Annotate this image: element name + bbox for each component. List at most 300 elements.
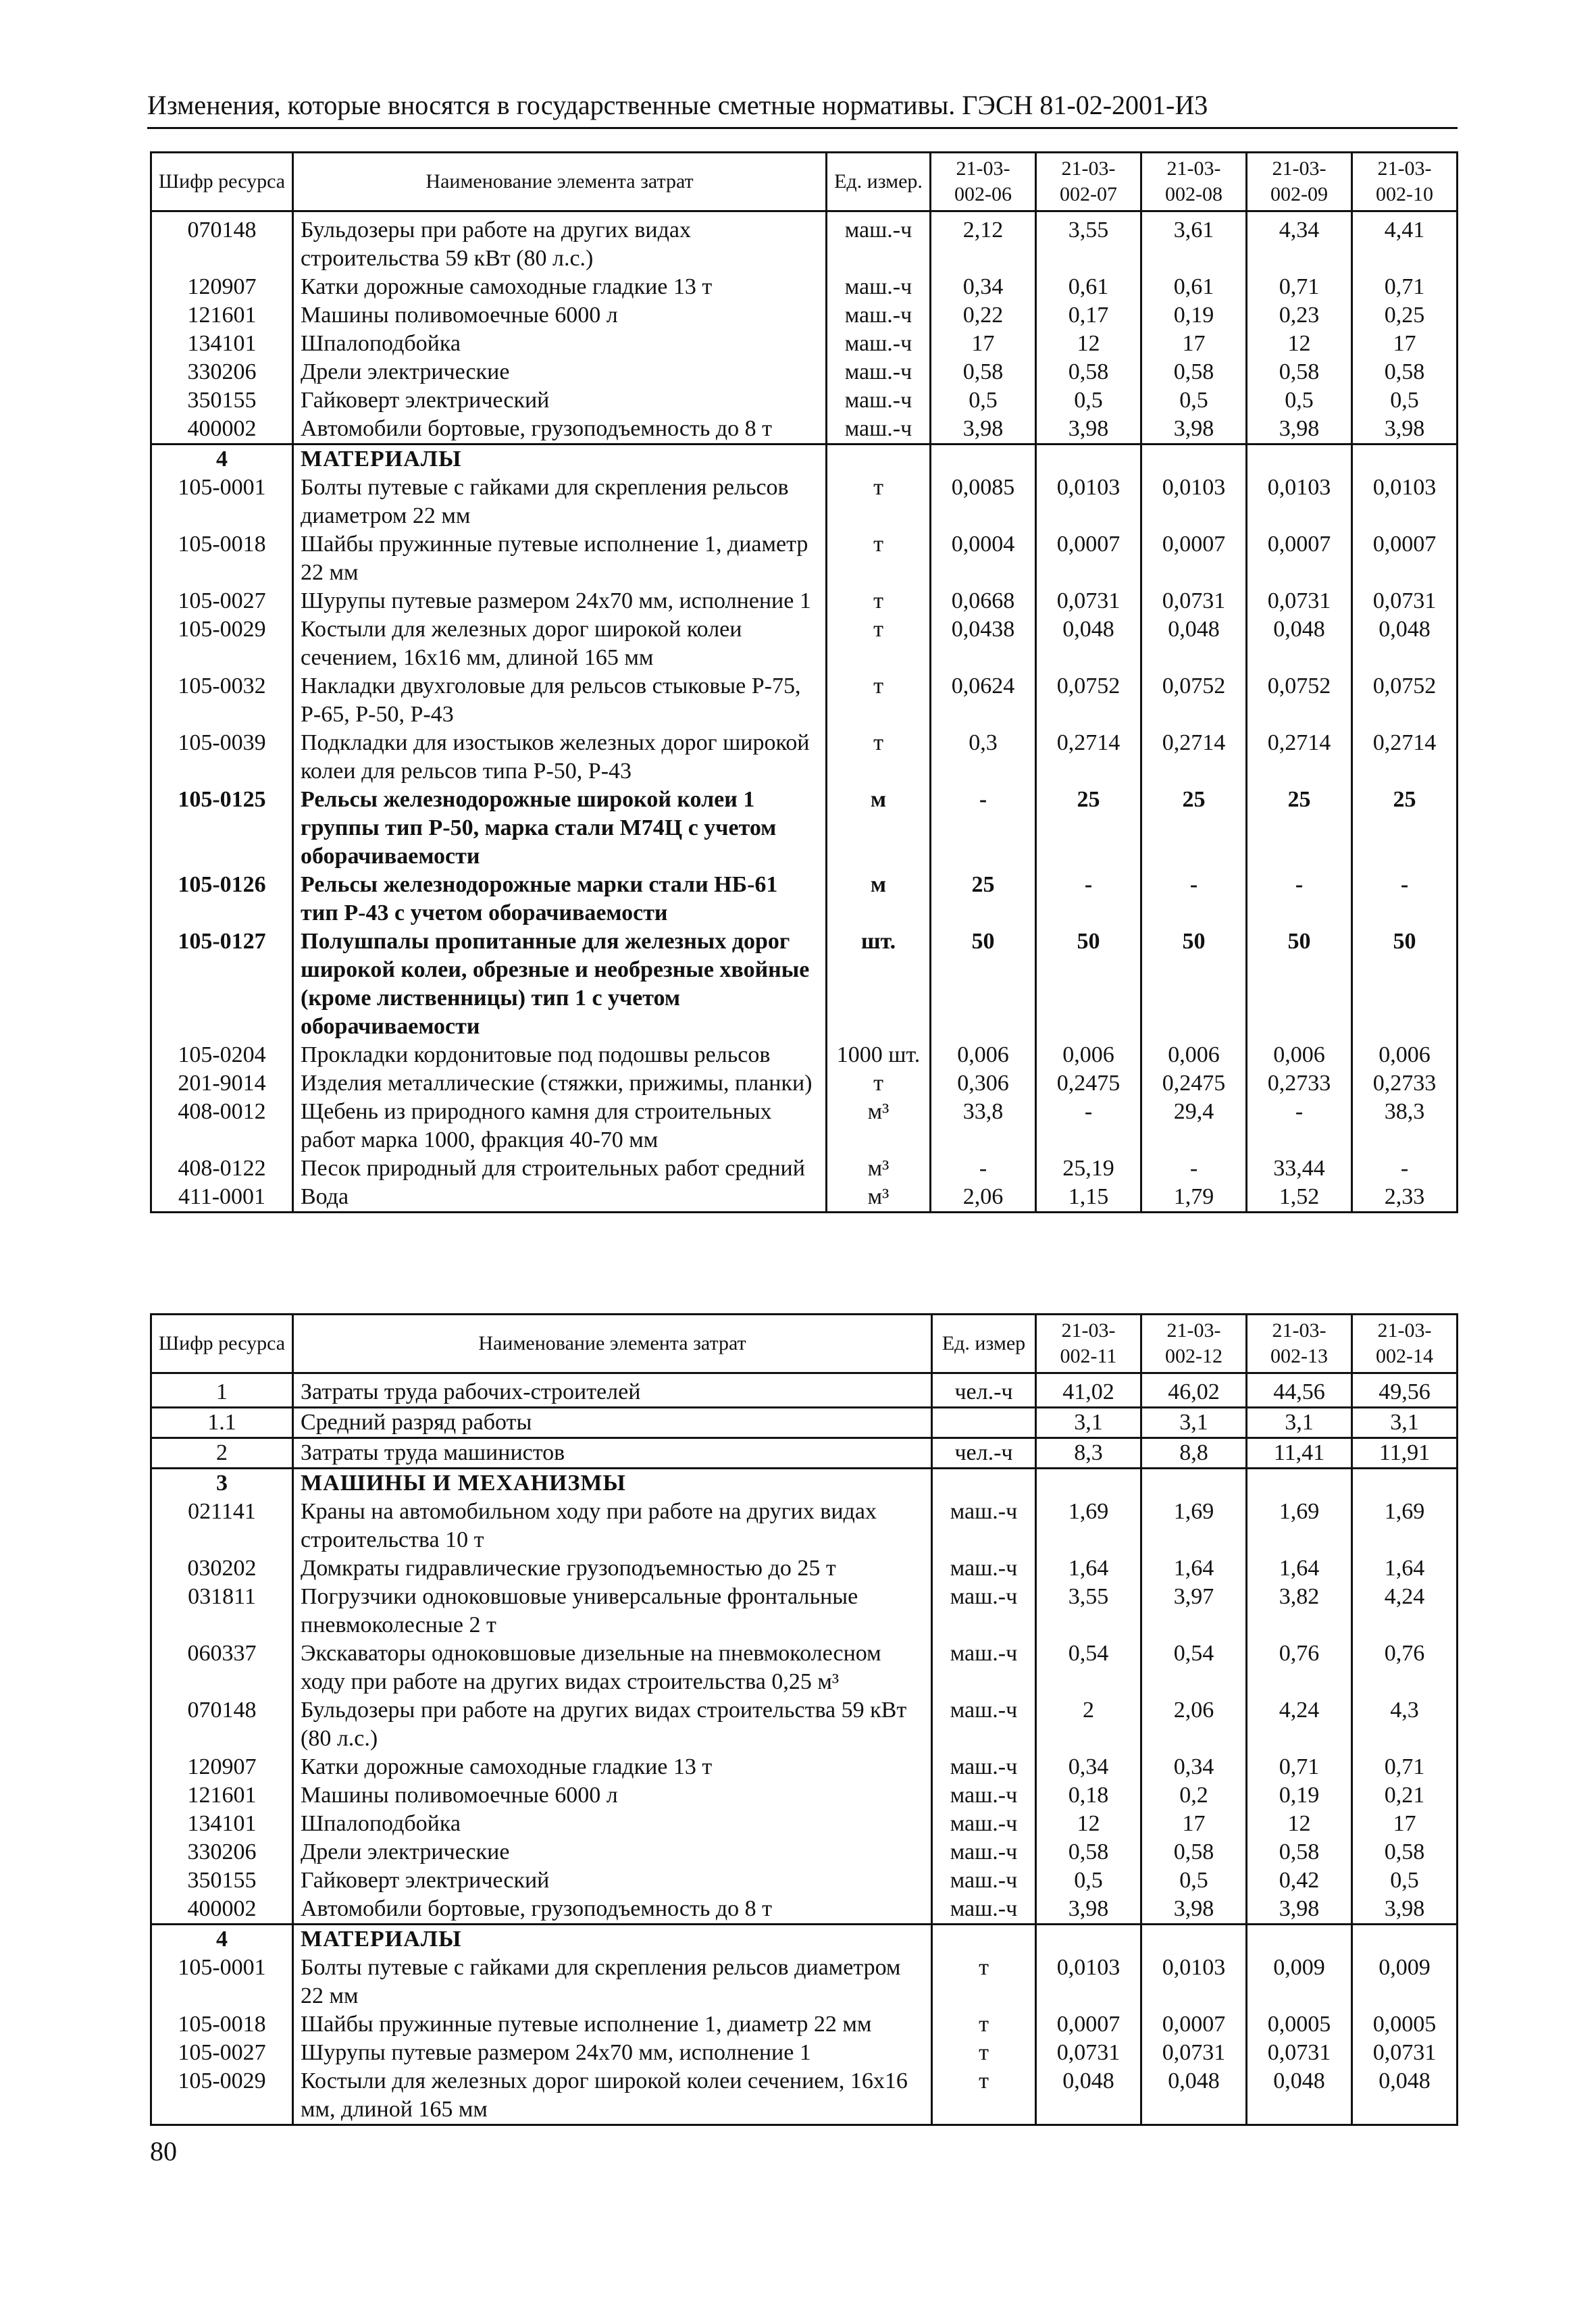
- value-cell: [1352, 1469, 1458, 1498]
- table-header-row: [151, 1315, 1458, 1373]
- unit-cell: [932, 1925, 1036, 1954]
- value-cell: 8,8: [1141, 1438, 1247, 1469]
- resource-code: 2: [151, 1438, 293, 1469]
- value-cell: -: [1141, 1154, 1247, 1183]
- resource-code: 070148: [151, 211, 293, 274]
- column-header: 21-03- 002-13: [1247, 1315, 1352, 1373]
- table-row: [151, 2039, 1458, 2067]
- value-cell: 0,18: [1036, 1781, 1141, 1810]
- value-cell: 0,0005: [1352, 2010, 1458, 2039]
- value-cell: 3,82: [1247, 1583, 1352, 1640]
- value-cell: [1352, 1925, 1458, 1954]
- resource-name: Краны на автомобильном ходу при работе на других видах строительства 10 т: [293, 1498, 932, 1554]
- resource-name: Бульдозеры при работе на других видах строительства 59 кВт (80 л.с.): [293, 1696, 932, 1753]
- table-row: [151, 1838, 1458, 1866]
- value-cell: 2,33: [1352, 1183, 1458, 1213]
- table-row: [151, 358, 1458, 386]
- table-row: [151, 871, 1458, 927]
- resource-name: Погрузчики одноковшовые универсальные фронтальные пневмоколесные 2 т: [293, 1583, 932, 1640]
- value-cell: 4,24: [1247, 1696, 1352, 1753]
- value-cell: 0,048: [1036, 615, 1141, 672]
- value-cell: 12: [1036, 330, 1141, 358]
- value-cell: 0,0438: [931, 615, 1036, 672]
- resource-name: Затраты труда рабочих-строителей: [293, 1373, 932, 1408]
- value-cell: 0,0731: [1141, 2039, 1247, 2067]
- column-header: 21-03- 002-10: [1352, 153, 1458, 211]
- value-cell: 12: [1247, 1810, 1352, 1838]
- column-header: Шифр ресурса: [151, 1315, 293, 1373]
- resource-name: Прокладки кордонитовые под подошвы рельсов: [293, 1041, 827, 1069]
- value-cell: 0,5: [1036, 386, 1141, 415]
- table-row: [151, 927, 1458, 1041]
- value-cell: 0,19: [1141, 301, 1247, 330]
- resource-name: МАТЕРИАЛЫ: [293, 1925, 932, 1954]
- value-cell: 2,12: [931, 211, 1036, 274]
- value-cell: 3,98: [1036, 1895, 1141, 1925]
- unit-cell: чел.-ч: [932, 1373, 1036, 1408]
- value-cell: 3,98: [1352, 1895, 1458, 1925]
- table-row: [151, 273, 1458, 301]
- value-cell: 3,98: [1247, 1895, 1352, 1925]
- resource-code: 105-0039: [151, 729, 293, 786]
- unit-cell: маш.-ч: [827, 386, 931, 415]
- resource-code: 408-0012: [151, 1098, 293, 1154]
- value-cell: 0,0007: [1141, 530, 1247, 587]
- value-cell: [1352, 444, 1458, 474]
- unit-cell: маш.-ч: [827, 273, 931, 301]
- value-cell: 0,0731: [1352, 587, 1458, 615]
- unit-cell: м³: [827, 1183, 931, 1213]
- resource-code: 105-0027: [151, 587, 293, 615]
- unit-cell: шт.: [827, 927, 931, 1041]
- resource-name: Болты путевые с гайками для скрепления рельсов диаметром 22 мм: [293, 474, 827, 530]
- unit-cell: маш.-ч: [932, 1810, 1036, 1838]
- resource-code: 120907: [151, 1753, 293, 1781]
- table-row: [151, 1895, 1458, 1925]
- value-cell: 0,0103: [1036, 1954, 1141, 2010]
- value-cell: 1,64: [1036, 1554, 1141, 1583]
- unit-cell: маш.-ч: [932, 1866, 1036, 1895]
- value-cell: 0,34: [1141, 1753, 1247, 1781]
- table-row: [151, 1696, 1458, 1753]
- value-cell: 3,97: [1141, 1583, 1247, 1640]
- value-cell: 3,1: [1352, 1408, 1458, 1438]
- resource-code: 105-0001: [151, 1954, 293, 2010]
- value-cell: [1036, 1469, 1141, 1498]
- column-header: Шифр ресурса: [151, 153, 293, 211]
- value-cell: 0,2: [1141, 1781, 1247, 1810]
- column-header: 21-03- 002-12: [1141, 1315, 1247, 1373]
- value-cell: 17: [1352, 330, 1458, 358]
- resource-code: 105-0029: [151, 615, 293, 672]
- value-cell: -: [1352, 871, 1458, 927]
- resource-name: Подкладки для изостыков железных дорог широкой колеи для рельсов типа Р-50, Р-43: [293, 729, 827, 786]
- unit-cell: маш.-ч: [827, 301, 931, 330]
- column-header: 21-03- 002-09: [1247, 153, 1352, 211]
- value-cell: 4,24: [1352, 1583, 1458, 1640]
- value-cell: 0,0731: [1247, 2039, 1352, 2067]
- column-header: 21-03- 002-14: [1352, 1315, 1458, 1373]
- table-row: [151, 1554, 1458, 1583]
- unit-cell: т: [827, 587, 931, 615]
- value-cell: -: [1247, 871, 1352, 927]
- value-cell: 2: [1036, 1696, 1141, 1753]
- unit-cell: [932, 1408, 1036, 1438]
- table-row: [151, 672, 1458, 729]
- value-cell: 0,76: [1247, 1640, 1352, 1696]
- value-cell: 0,5: [1141, 386, 1247, 415]
- table-header-row: [151, 153, 1458, 211]
- value-cell: 0,0103: [1352, 474, 1458, 530]
- resource-code: 4: [151, 1925, 293, 1954]
- value-cell: 0,0103: [1247, 474, 1352, 530]
- value-cell: 0,0731: [1247, 587, 1352, 615]
- unit-cell: маш.-ч: [932, 1781, 1036, 1810]
- unit-cell: т: [827, 672, 931, 729]
- table-row: [151, 474, 1458, 530]
- value-cell: [1247, 1469, 1352, 1498]
- value-cell: 0,006: [1141, 1041, 1247, 1069]
- value-cell: 0,54: [1141, 1640, 1247, 1696]
- resource-code: 105-0018: [151, 2010, 293, 2039]
- table-row: [151, 1438, 1458, 1469]
- value-cell: 0,0103: [1141, 474, 1247, 530]
- resource-name: Шпалоподбойка: [293, 1810, 932, 1838]
- unit-cell: маш.-ч: [932, 1583, 1036, 1640]
- value-cell: 0,0103: [1036, 474, 1141, 530]
- resource-code: 105-0127: [151, 927, 293, 1041]
- value-cell: 41,02: [1036, 1373, 1141, 1408]
- unit-cell: т: [827, 1069, 931, 1098]
- value-cell: 0,5: [931, 386, 1036, 415]
- resource-code: 1.1: [151, 1408, 293, 1438]
- page-number: 80: [150, 2136, 177, 2166]
- value-cell: [1141, 1469, 1247, 1498]
- value-cell: 0,006: [1036, 1041, 1141, 1069]
- resource-table-2: [150, 1313, 1458, 2126]
- value-cell: 3,98: [1352, 415, 1458, 444]
- value-cell: 0,0007: [1036, 2010, 1141, 2039]
- unit-cell: маш.-ч: [827, 358, 931, 386]
- value-cell: 0,61: [1141, 273, 1247, 301]
- value-cell: 0,006: [1247, 1041, 1352, 1069]
- resource-code: 105-0001: [151, 474, 293, 530]
- table-row: [151, 530, 1458, 587]
- resource-name: Автомобили бортовые, грузоподъемность до 8 т: [293, 415, 827, 444]
- value-cell: 0,61: [1036, 273, 1141, 301]
- resource-code: 134101: [151, 330, 293, 358]
- value-cell: 0,0668: [931, 587, 1036, 615]
- value-cell: 3,55: [1036, 211, 1141, 274]
- unit-cell: [827, 444, 931, 474]
- value-cell: 4,3: [1352, 1696, 1458, 1753]
- value-cell: 3,98: [1036, 415, 1141, 444]
- resource-code: 350155: [151, 1866, 293, 1895]
- table-row: [151, 301, 1458, 330]
- resource-name: Машины поливомоечные 6000 л: [293, 1781, 932, 1810]
- unit-cell: [932, 1469, 1036, 1498]
- value-cell: 0,2714: [1352, 729, 1458, 786]
- value-cell: 0,0007: [1036, 530, 1141, 587]
- resource-code: 105-0027: [151, 2039, 293, 2067]
- table-row: [151, 2067, 1458, 2125]
- resource-table-1: [150, 151, 1458, 1213]
- value-cell: 0,006: [1352, 1041, 1458, 1069]
- value-cell: 0,0004: [931, 530, 1036, 587]
- value-cell: 0,0752: [1036, 672, 1141, 729]
- resource-name: Катки дорожные самоходные гладкие 13 т: [293, 273, 827, 301]
- column-header: Ед. измер: [932, 1315, 1036, 1373]
- value-cell: 0,009: [1247, 1954, 1352, 2010]
- value-cell: -: [1141, 871, 1247, 927]
- resource-name: Домкраты гидравлические грузоподъемностью до 25 т: [293, 1554, 932, 1583]
- unit-cell: т: [827, 729, 931, 786]
- table-row: [151, 1498, 1458, 1554]
- value-cell: 49,56: [1352, 1373, 1458, 1408]
- value-cell: 25,19: [1036, 1154, 1141, 1183]
- table-row: [151, 587, 1458, 615]
- resource-name: Машины поливомоечные 6000 л: [293, 301, 827, 330]
- resource-name: Экскаваторы одноковшовые дизельные на пневмоколесном ходу при работе на других видах строительства 0,25 м³: [293, 1640, 932, 1696]
- table-row: [151, 1640, 1458, 1696]
- value-cell: 1,79: [1141, 1183, 1247, 1213]
- value-cell: 0,71: [1352, 1753, 1458, 1781]
- table-row: [151, 1183, 1458, 1213]
- table-row: [151, 1954, 1458, 2010]
- value-cell: 0,58: [1036, 1838, 1141, 1866]
- resource-code: 330206: [151, 1838, 293, 1866]
- value-cell: 0,58: [1247, 1838, 1352, 1866]
- table-row: [151, 415, 1458, 444]
- value-cell: 0,2714: [1141, 729, 1247, 786]
- unit-cell: маш.-ч: [932, 1640, 1036, 1696]
- table-row: [151, 330, 1458, 358]
- resource-name: Костыли для железных дорог широкой колеи сечением, 16х16 мм, длиной 165 мм: [293, 2067, 932, 2125]
- column-header: 21-03- 002-06: [931, 153, 1036, 211]
- value-cell: 25: [1247, 786, 1352, 871]
- value-cell: 25: [1352, 786, 1458, 871]
- resource-code: 408-0122: [151, 1154, 293, 1183]
- resource-code: 3: [151, 1469, 293, 1498]
- unit-cell: т: [932, 2039, 1036, 2067]
- unit-cell: м: [827, 786, 931, 871]
- column-header: 21-03- 002-11: [1036, 1315, 1141, 1373]
- value-cell: 2,06: [931, 1183, 1036, 1213]
- table-row: [151, 1408, 1458, 1438]
- value-cell: 0,048: [1141, 615, 1247, 672]
- resource-code: 350155: [151, 386, 293, 415]
- value-cell: 0,34: [931, 273, 1036, 301]
- value-cell: 0,22: [931, 301, 1036, 330]
- value-cell: 0,42: [1247, 1866, 1352, 1895]
- resource-code: 105-0126: [151, 871, 293, 927]
- unit-cell: м³: [827, 1098, 931, 1154]
- value-cell: 0,0731: [1352, 2039, 1458, 2067]
- value-cell: 0,2733: [1352, 1069, 1458, 1098]
- value-cell: 50: [1036, 927, 1141, 1041]
- value-cell: 0,2714: [1247, 729, 1352, 786]
- value-cell: 4,41: [1352, 211, 1458, 274]
- value-cell: 1,15: [1036, 1183, 1141, 1213]
- resource-code: 105-0032: [151, 672, 293, 729]
- value-cell: 0,58: [1141, 1838, 1247, 1866]
- value-cell: 0,0752: [1141, 672, 1247, 729]
- value-cell: 3,98: [1247, 415, 1352, 444]
- value-cell: 50: [1247, 927, 1352, 1041]
- resource-name: Накладки двухголовые для рельсов стыковые Р-75, Р-65, Р-50, Р-43: [293, 672, 827, 729]
- value-cell: 0,048: [1247, 2067, 1352, 2125]
- value-cell: 12: [1247, 330, 1352, 358]
- unit-cell: маш.-ч: [932, 1895, 1036, 1925]
- value-cell: 2,06: [1141, 1696, 1247, 1753]
- unit-cell: т: [827, 530, 931, 587]
- value-cell: 0,5: [1352, 1866, 1458, 1895]
- value-cell: 3,98: [1141, 1895, 1247, 1925]
- value-cell: 50: [931, 927, 1036, 1041]
- table-row: [151, 1866, 1458, 1895]
- resource-code: 105-0029: [151, 2067, 293, 2125]
- value-cell: 0,0752: [1352, 672, 1458, 729]
- resource-code: 105-0125: [151, 786, 293, 871]
- value-cell: [1141, 1925, 1247, 1954]
- value-cell: 0,3: [931, 729, 1036, 786]
- resource-code: 021141: [151, 1498, 293, 1554]
- table-row: [151, 1583, 1458, 1640]
- resource-code: 201-9014: [151, 1069, 293, 1098]
- unit-cell: маш.-ч: [827, 330, 931, 358]
- column-header: 21-03- 002-07: [1036, 153, 1141, 211]
- value-cell: -: [931, 1154, 1036, 1183]
- value-cell: 3,98: [1141, 415, 1247, 444]
- value-cell: 0,048: [1247, 615, 1352, 672]
- value-cell: 3,1: [1141, 1408, 1247, 1438]
- value-cell: -: [931, 786, 1036, 871]
- value-cell: 0,58: [1141, 358, 1247, 386]
- value-cell: 0,23: [1247, 301, 1352, 330]
- resource-code: 121601: [151, 301, 293, 330]
- value-cell: 4,34: [1247, 211, 1352, 274]
- value-cell: 0,71: [1247, 1753, 1352, 1781]
- table-row: [151, 615, 1458, 672]
- resource-code: 400002: [151, 415, 293, 444]
- value-cell: 0,006: [931, 1041, 1036, 1069]
- unit-cell: м³: [827, 1154, 931, 1183]
- resource-name: Полушпалы пропитанные для железных дорог широкой колеи, обрезные и необрезные хвойные (кроме лиственницы) тип 1 с учетом оборачиваемости: [293, 927, 827, 1041]
- value-cell: 50: [1141, 927, 1247, 1041]
- value-cell: 0,0007: [1247, 530, 1352, 587]
- resource-code: 330206: [151, 358, 293, 386]
- value-cell: 0,71: [1352, 273, 1458, 301]
- column-header: Наименование элемента затрат: [293, 1315, 932, 1373]
- resource-name: Бульдозеры при работе на других видах строительства 59 кВт (80 л.с.): [293, 211, 827, 274]
- value-cell: 1,64: [1352, 1554, 1458, 1583]
- value-cell: 0,5: [1247, 386, 1352, 415]
- resource-code: 4: [151, 444, 293, 474]
- page-title: Изменения, которые вносятся в государственные сметные нормативы. ГЭСН 81-02-2001-И3: [147, 86, 1458, 129]
- resource-code: 1: [151, 1373, 293, 1408]
- value-cell: 0,71: [1247, 273, 1352, 301]
- resource-code: 031811: [151, 1583, 293, 1640]
- resource-name: Дрели электрические: [293, 358, 827, 386]
- resource-name: Шайбы пружинные путевые исполнение 1, диаметр 22 мм: [293, 2010, 932, 2039]
- value-cell: [1036, 444, 1141, 474]
- resource-name: Гайковерт электрический: [293, 1866, 932, 1895]
- resource-code: 120907: [151, 273, 293, 301]
- resource-code: 121601: [151, 1781, 293, 1810]
- value-cell: 0,58: [1352, 1838, 1458, 1866]
- unit-cell: маш.-ч: [827, 211, 931, 274]
- column-header: Наименование элемента затрат: [293, 153, 827, 211]
- table-row: [151, 1781, 1458, 1810]
- value-cell: 0,0731: [1036, 2039, 1141, 2067]
- value-cell: 25: [931, 871, 1036, 927]
- value-cell: 0,0007: [1352, 530, 1458, 587]
- resource-name: Гайковерт электрический: [293, 386, 827, 415]
- resource-name: Шпалоподбойка: [293, 330, 827, 358]
- resource-code: 105-0204: [151, 1041, 293, 1069]
- unit-cell: т: [827, 615, 931, 672]
- unit-cell: чел.-ч: [932, 1438, 1036, 1469]
- value-cell: 33,44: [1247, 1154, 1352, 1183]
- value-cell: 0,048: [1352, 2067, 1458, 2125]
- table-row: [151, 1925, 1458, 1954]
- value-cell: 1,69: [1036, 1498, 1141, 1554]
- resource-name: МАТЕРИАЛЫ: [293, 444, 827, 474]
- value-cell: 0,048: [1141, 2067, 1247, 2125]
- value-cell: 0,2714: [1036, 729, 1141, 786]
- table-row: [151, 1753, 1458, 1781]
- value-cell: [1141, 444, 1247, 474]
- value-cell: 0,306: [931, 1069, 1036, 1098]
- table-row: [151, 786, 1458, 871]
- value-cell: 0,2475: [1141, 1069, 1247, 1098]
- value-cell: 1,64: [1247, 1554, 1352, 1583]
- value-cell: [1247, 1925, 1352, 1954]
- table-row: [151, 1069, 1458, 1098]
- resource-name: Шайбы пружинные путевые исполнение 1, диаметр 22 мм: [293, 530, 827, 587]
- value-cell: 1,69: [1141, 1498, 1247, 1554]
- table-row: [151, 1041, 1458, 1069]
- resource-code: 400002: [151, 1895, 293, 1925]
- value-cell: 44,56: [1247, 1373, 1352, 1408]
- table-row: [151, 444, 1458, 474]
- unit-cell: т: [932, 2010, 1036, 2039]
- unit-cell: маш.-ч: [827, 415, 931, 444]
- unit-cell: м: [827, 871, 931, 927]
- value-cell: 0,5: [1036, 1866, 1141, 1895]
- value-cell: 17: [1352, 1810, 1458, 1838]
- unit-cell: т: [932, 1954, 1036, 2010]
- value-cell: 0,2733: [1247, 1069, 1352, 1098]
- resource-name: Вода: [293, 1183, 827, 1213]
- value-cell: 0,21: [1352, 1781, 1458, 1810]
- table-row: [151, 1154, 1458, 1183]
- value-cell: 3,1: [1247, 1408, 1352, 1438]
- value-cell: 50: [1352, 927, 1458, 1041]
- resource-name: Катки дорожные самоходные гладкие 13 т: [293, 1753, 932, 1781]
- value-cell: 11,41: [1247, 1438, 1352, 1469]
- value-cell: 0,048: [1036, 2067, 1141, 2125]
- resource-name: Болты путевые с гайками для скрепления рельсов диаметром 22 мм: [293, 1954, 932, 2010]
- resource-name: Средний разряд работы: [293, 1408, 932, 1438]
- column-header: Ед. измер.: [827, 153, 931, 211]
- value-cell: -: [1247, 1098, 1352, 1154]
- resource-name: Рельсы железнодорожные широкой колеи 1 группы тип Р-50, марка стали М74Ц с учетом оборачиваемости: [293, 786, 827, 871]
- unit-cell: маш.-ч: [932, 1753, 1036, 1781]
- value-cell: [1036, 1925, 1141, 1954]
- value-cell: 0,19: [1247, 1781, 1352, 1810]
- table-row: [151, 2010, 1458, 2039]
